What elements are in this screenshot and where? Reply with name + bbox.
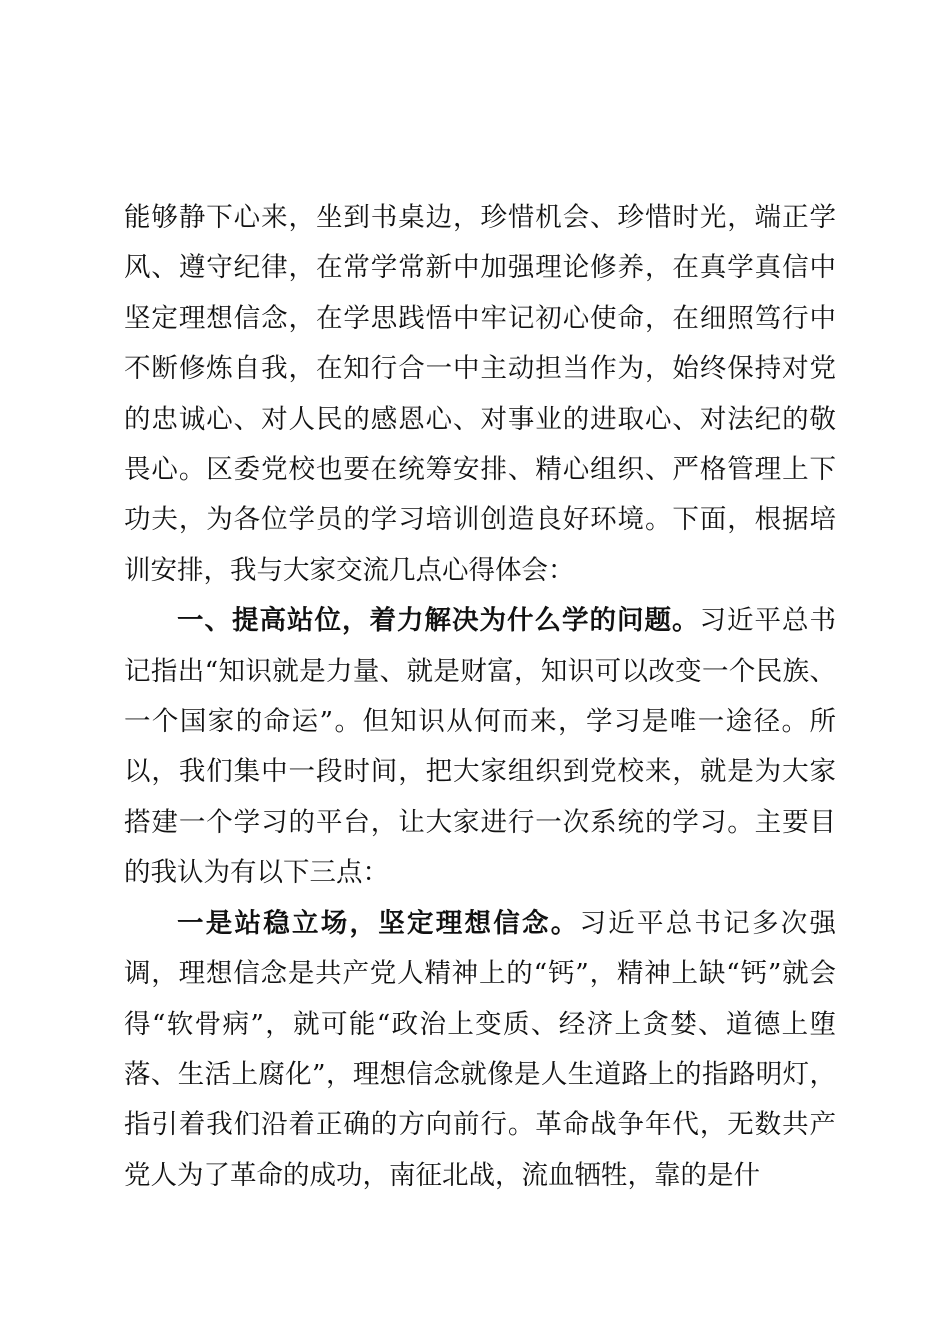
paragraph-1 <box>124 193 836 596</box>
paragraph-1-text: 能够静下心来，坐到书桌边，珍惜机会、珍惜时光，端正学风、遵守纪律，在常学常新中加强理论修养，在真学真信中坚定理想信念，在学思践悟中牢记初心使命，在细照笃行中不断修炼自我，在知行合一中主动担当作为，始终保持对党的忠诚心、对人民的感恩心、对事业的进取心、对法纪的敬畏心。区委党校也要在统筹安排、精心组织、严格管理上下功夫，为各位学员的学习培训创造良好环境。下面，根据培训安排，我与大家交流几点心得体会： <box>124 202 836 586</box>
paragraph-3 <box>124 899 836 1201</box>
section-heading-1: 一、提高站位，着力解决为什么学的问题。 <box>177 605 700 637</box>
paragraph-2 <box>124 596 836 898</box>
document-body <box>124 193 836 1201</box>
paragraph-3-text: 习近平总书记多次强调，理想信念是共产党人精神上的“钙”，精神上缺“钙”就会得“软骨病”，就可能“政治上变质、经济上贪婪、道德上堕落、生活上腐化”，理想信念就像是人生道路上的指路明灯，指引着我们沿着正确的方向前行。革命战争年代，无数共产党人为了革命的成功，南征北战，流血牺牲，靠的是什 <box>124 907 836 1191</box>
sub-heading-1: 一是站稳立场，坚定理想信念。 <box>177 907 580 939</box>
paragraph-2-text: 习近平总书记指出“知识就是力量、就是财富，知识可以改变一个民族、一个国家的命运”。但知识从何而来，学习是唯一途径。所以，我们集中一段时间，把大家组织到党校来，就是为大家搭建一个学习的平台，让大家进行一次系统的学习。主要目的我认为有以下三点： <box>124 605 836 889</box>
